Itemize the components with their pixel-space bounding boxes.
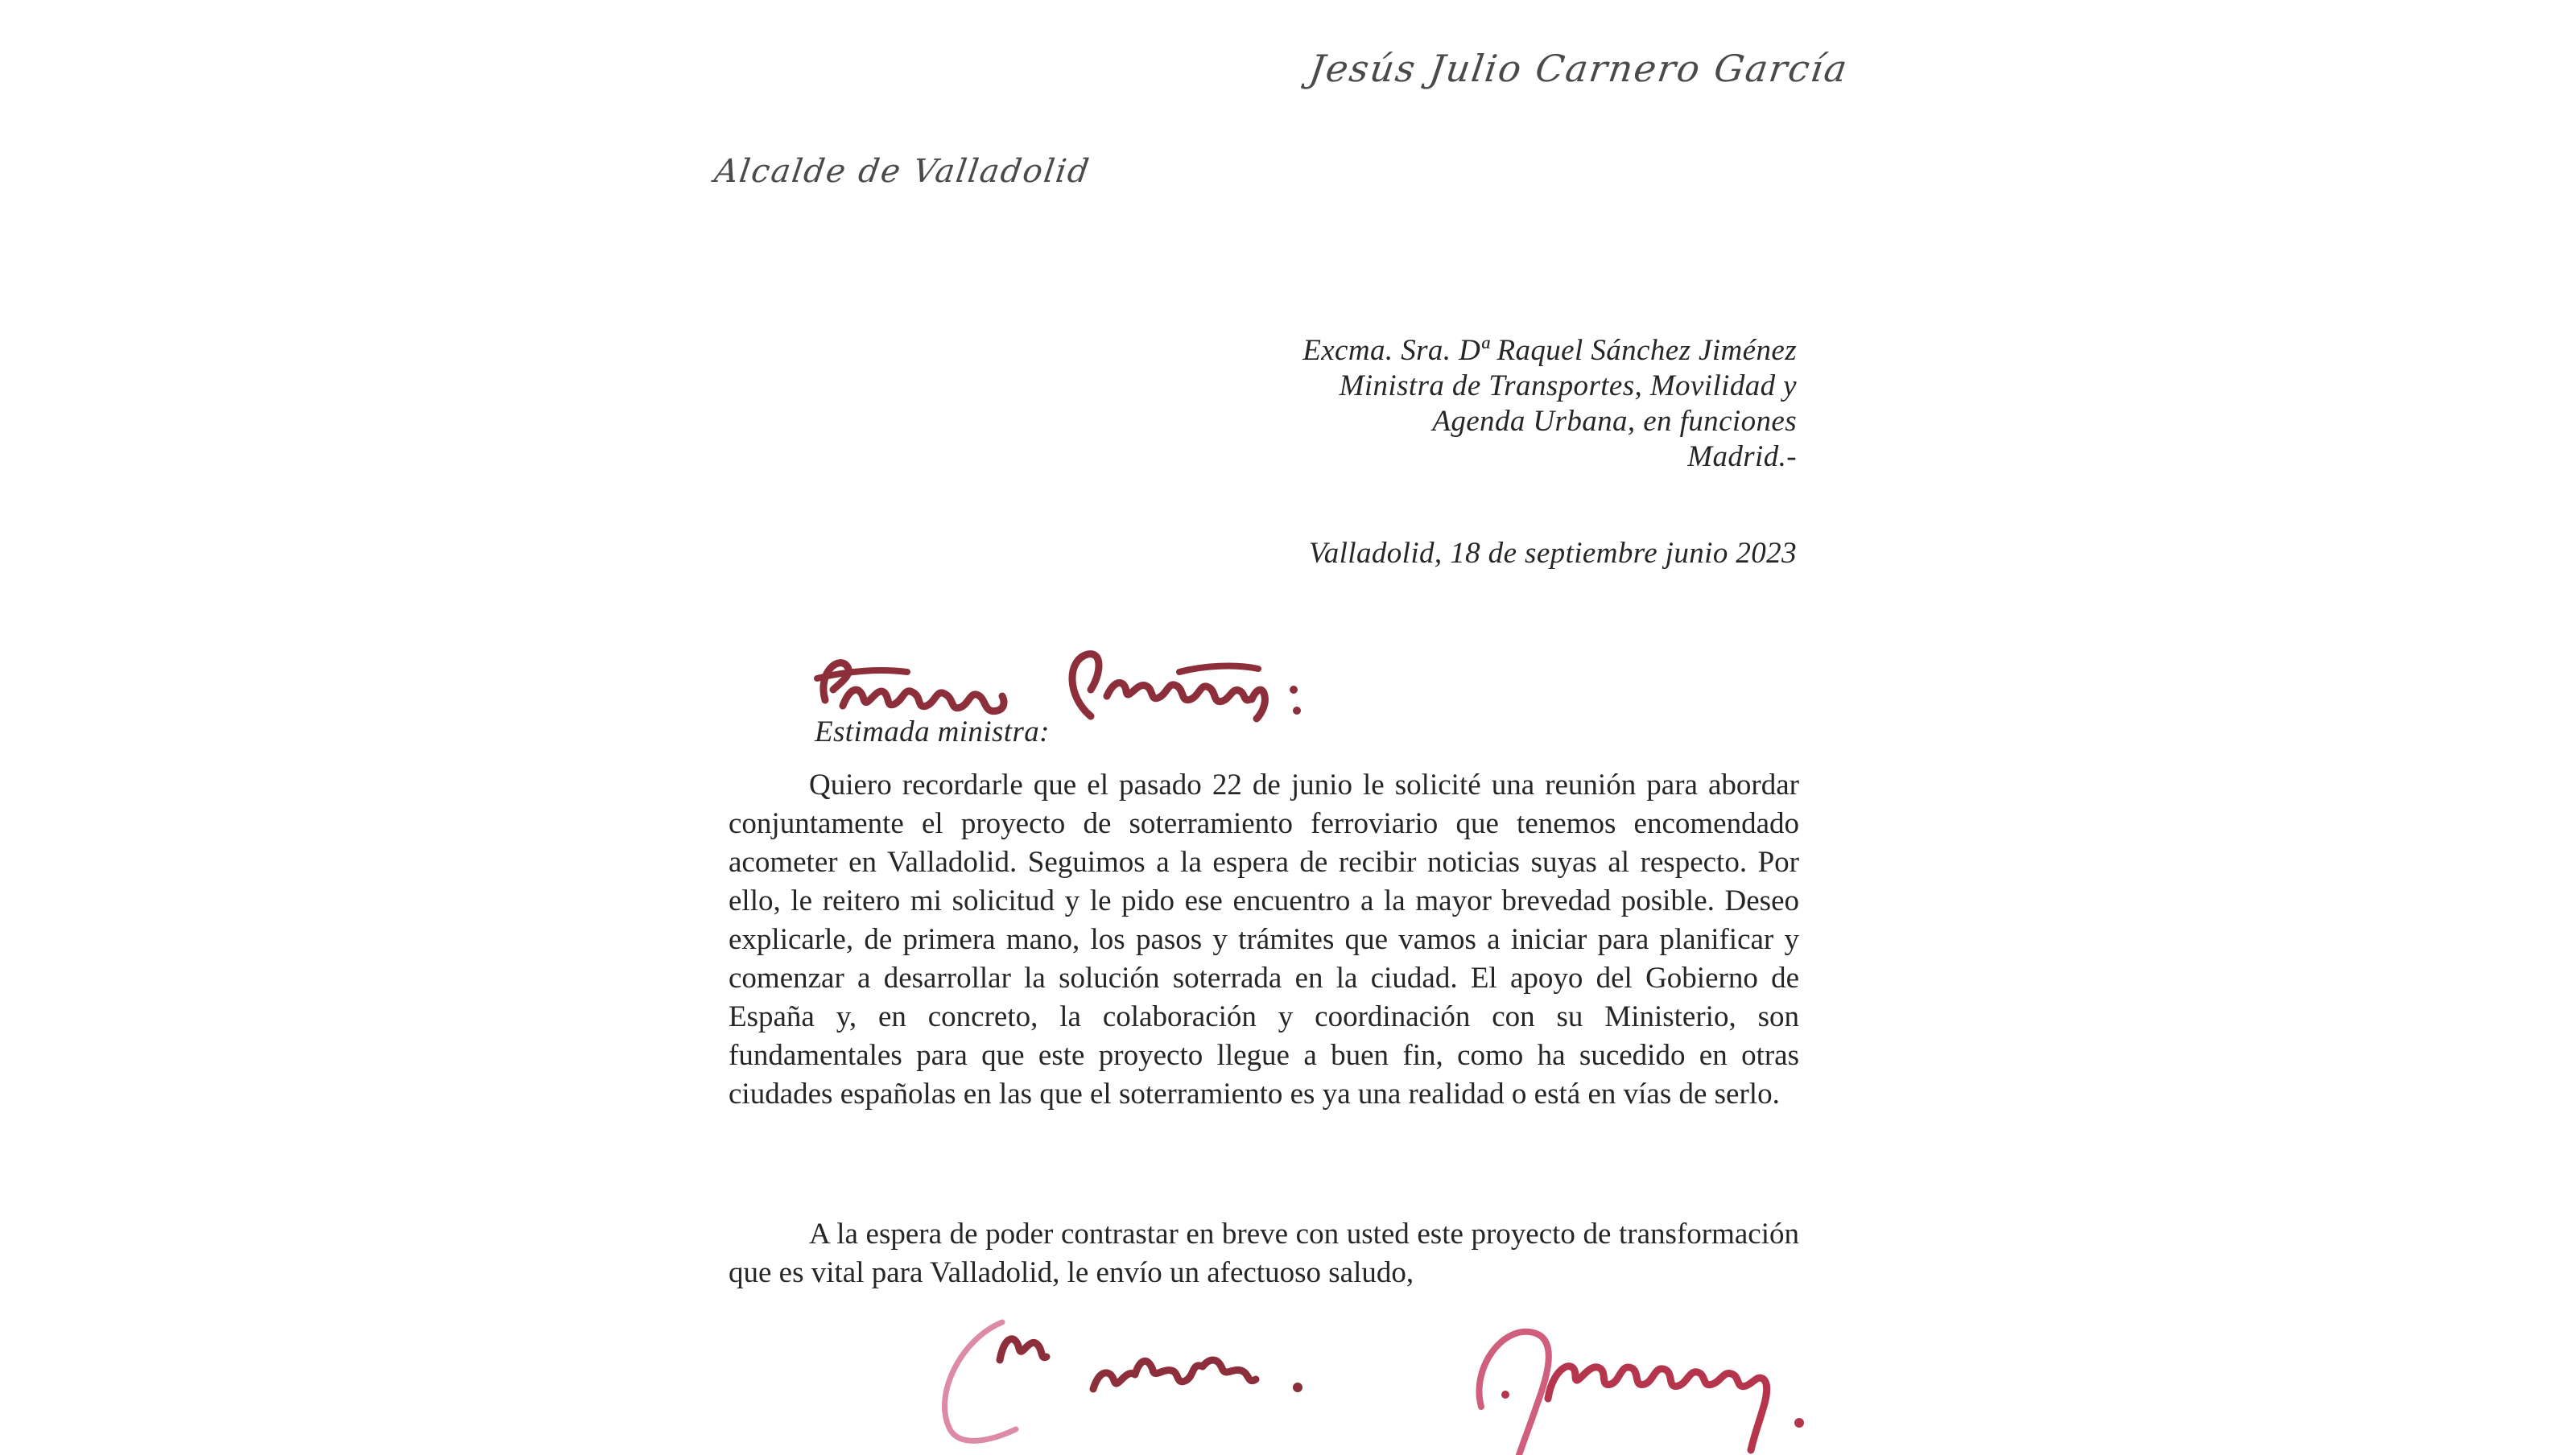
recipient-line-1: Excma. Sra. Dª Raquel Sánchez Jiménez	[1302, 334, 1797, 367]
letterhead-sender-title: Alcalde de Valladolid	[712, 153, 1093, 190]
recipient-line-4: Madrid.-	[1687, 440, 1797, 473]
recipient-block	[1302, 333, 1797, 475]
body-paragraph-2: A la espera de poder contrastar en breve con usted este proyecto de transformación que es vital para Valladolid, le envío un afectuoso saludo,	[729, 1218, 1799, 1289]
body-paragraph-1: Quiero recordarle que el pasado 22 de junio le solicité una reunión para abordar conjuntamente el proyecto de soterramiento ferroviario que tenemos encomendado acometer en Valladolid. Seguimos a la espera de recibir noticias suyas al respecto. Por ello, le reitero mi solicitud y le pido ese encuentro a la mayor brevedad posible. Deseo explicarle, de primera mano, los pasos y trámites que vamos a iniciar para planificar y comenzar a desarrollar la solución soterrada en la ciudad. El apoyo del Gobierno de España y, en concreto, la colaboración y coordinación con su Ministerio, son fundamentales para que este proyecto llegue a buen fin, como ha sucedido en otras ciudades españolas en las que el soterramiento es ya una realidad o está en vías de serlo.	[729, 769, 1799, 1111]
signature-ink	[1461, 1310, 1847, 1455]
recipient-line-2: Ministra de Transportes, Movilidad y	[1339, 369, 1797, 402]
handwritten-salutation-ink	[926, 1310, 1344, 1455]
letterhead-sender-name: Jesús Julio Carnero García	[1307, 47, 1852, 90]
greeting-typed: Estimada ministra:	[815, 715, 1050, 748]
dateline: Valladolid, 18 de septiembre junio 2023	[1308, 537, 1797, 570]
recipient-line-3: Agenda Urbana, en funciones	[1432, 405, 1797, 438]
